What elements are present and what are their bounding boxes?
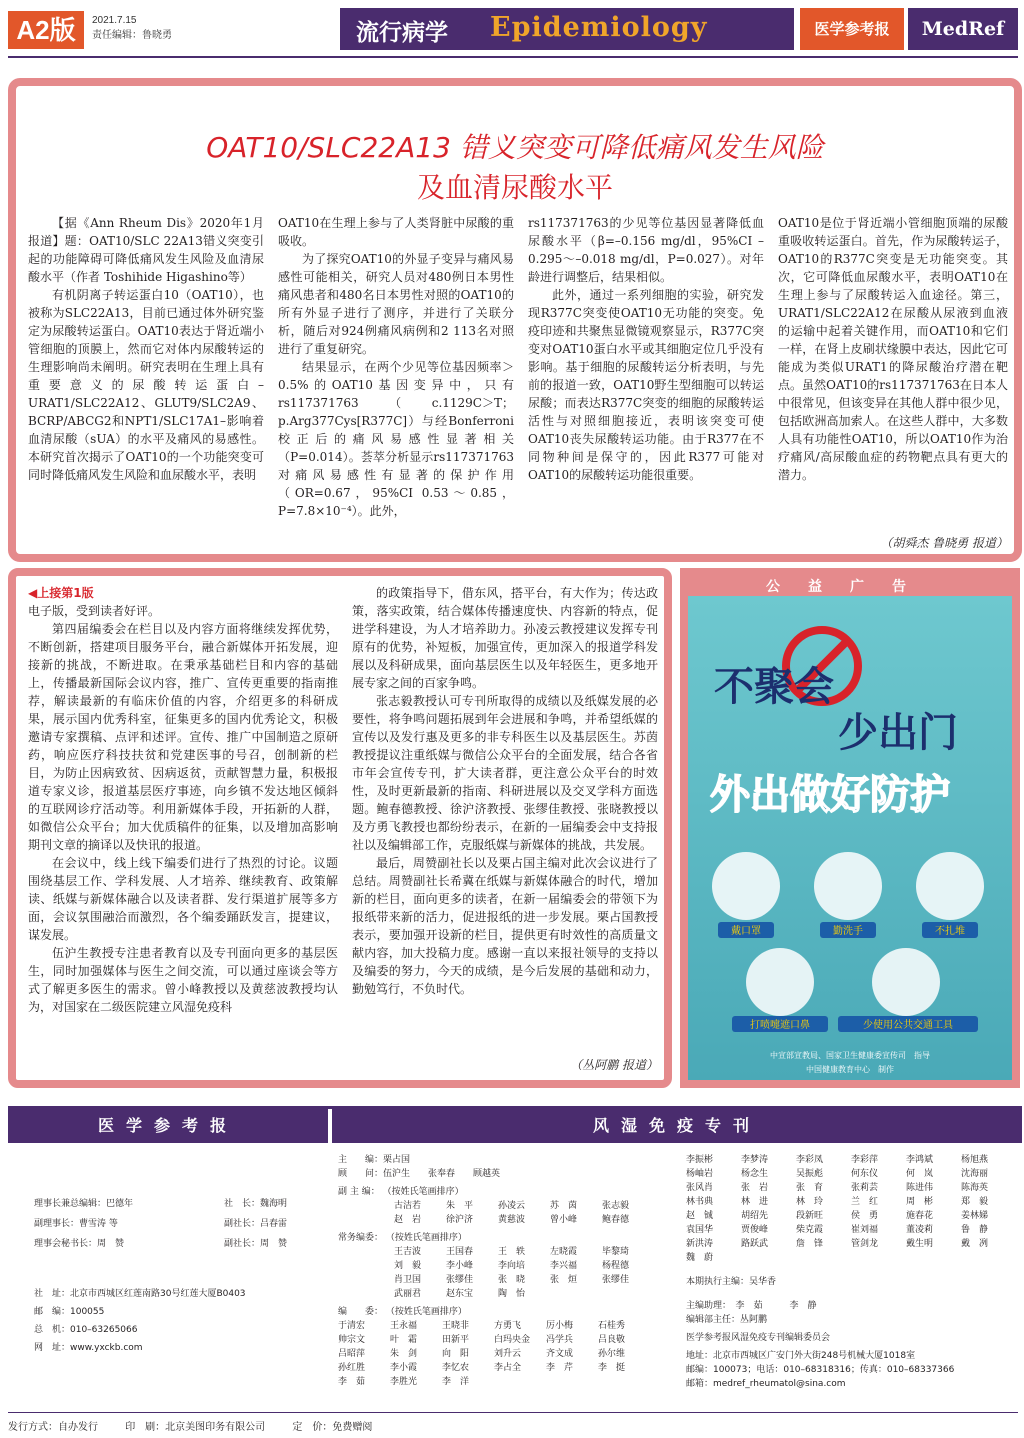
- page-footer: [8, 1418, 372, 1433]
- article-column-2: OAT10在生理上参与了人类肾脏中尿酸的重吸收。 为了探究OAT10的外显子变异与痛风易感性可能相关，研究人员对480例日本男性痛风患者和480名日本男性对照的OAT10的所有外显子进行了测序，并进行了关联分析，随后对924例痛风病例和2 113名对照进行了重复研究。 结果显示，在两个少见等位基因频率＞0.5%的OAT10基因变异中，只有rs117371763（c.1129C＞T；p.Arg377Cys[R377C]）与经Bonferroni校正后的痛风易感性显著相关（P=0.014）。荟萃分析显示rs117371763对痛风易感性有显著的保护作用（OR=0.67，95%CI 0.53～0.85，P=7.8×10⁻⁴）。此外，: [278, 216, 514, 518]
- no-crowd-icon: [916, 852, 984, 920]
- editor-name: 张 育: [796, 1183, 824, 1193]
- article-title: [16, 128, 1014, 208]
- responsible-editor: 责任编辑：鲁晓勇: [92, 30, 172, 41]
- deputy-note: （按姓氏笔画排序）: [382, 1187, 464, 1197]
- editor-name: 林 进: [741, 1197, 769, 1207]
- paper-name-cn: 医学参考报: [800, 8, 904, 50]
- article-title-line2: 及血清尿酸水平: [416, 171, 613, 204]
- deputy-editor-list: [338, 1199, 668, 1227]
- member-name: 白玛央金: [494, 1335, 531, 1345]
- editor-name: 柴克霞: [796, 1225, 824, 1235]
- psa-icon-row-1: [712, 852, 984, 938]
- editor-name: 李振彬: [686, 1155, 714, 1165]
- deputy-label: 副 主 编：: [338, 1187, 380, 1197]
- editor-name: 施春花: [906, 1211, 934, 1221]
- masthead-right-title: 风湿免疫专刊: [332, 1109, 1022, 1143]
- standing-editor-name: 王吉波: [394, 1247, 422, 1257]
- board-info: [34, 1197, 314, 1251]
- section-title-cn: 流行病学: [356, 20, 448, 46]
- member-name: 孙尔维: [598, 1349, 626, 1359]
- advisors: 顾 问：伍沪生 张奉春 顾越英: [338, 1169, 501, 1179]
- continued-byline: （丛阿鹏 报道）: [570, 1058, 658, 1072]
- price: 定 价：免费赠阅: [292, 1422, 373, 1433]
- editor-name: 陈海英: [961, 1183, 989, 1193]
- issue-date: 2021.7.15: [92, 15, 137, 26]
- member-name: 李 洋: [442, 1377, 470, 1387]
- page-number: A2版: [8, 11, 84, 49]
- member-name: 李小霞: [390, 1363, 418, 1373]
- editor-name: 戴生明: [906, 1239, 934, 1249]
- members-label: 编 委：: [338, 1307, 384, 1317]
- continuation-tag: ◀上接第1版: [28, 586, 94, 600]
- editor-name: 侯 勇: [851, 1211, 879, 1221]
- editor-name: 李彩凤: [796, 1155, 824, 1165]
- publisher-postcode: 邮 编：100055: [34, 1307, 105, 1317]
- editorial-board: [338, 1153, 668, 1389]
- deputy-editor-name: 朱 平: [446, 1201, 474, 1211]
- standing-note: （按姓氏笔画排序）: [385, 1233, 467, 1243]
- continued-column-2: 的政策指导下，借东风，搭平台，有大作为；传达政策，落实政策，结合媒体传播速度快、内容新的特点，促进学科建设，为人才培养助力。孙凌云教授建议发挥专刊原有的优势，补短板，加强宣传，更加深入的报道学科发展以及科研成果，面向基层医生以及年轻医生，更多地开展专家之间的百家争鸣。 张志毅教授认可专刊所取得的成绩以及纸媒发展的必要性，将争鸣问题拓展到年会进展和争鸣，并希望纸媒的宣传以及发行惠及更多的非专科医生以及基层医生。苏茵教授提议注重纸媒与微信公众平台的全面发展，结合各省市年会宣传专刊，扩大读者群，更注意公众平台的时效性，及时更新最新的指南、科研进展以及交叉学科方面选题。鲍春德教授、徐沪济教授、张缪佳教授、张晓教授以及方勇飞教授也都纷纷表示，在新的一届编委会中支持报社以及编辑部工作，克服纸媒与新媒体的挑战，共发展。 最后，周赞副社长以及栗占国主编对此次会议进行了总结。周赞副社长希冀在纸媒与新媒体融合的时代，增加新的栏目，面向更多的读者，在新一届编委会的带领下为报纸带来新的活力，促进报纸的进一步发展。栗占国教授表示，要加强开设新的栏目，提供更有时效性的高质量文献内容，加大投稿力度。感谢一直以来报社领导的支持以及编委的努力，今天的成绩，是今后发展的基础和动力，勤勉笃行，不负时代。: [352, 586, 658, 996]
- header-meta: [92, 13, 172, 43]
- member-name: 叶 霜: [390, 1335, 418, 1345]
- distribution-method: 发行方式：自办发行: [8, 1422, 98, 1433]
- publisher-website: 网 址：www.yxckb.com: [34, 1343, 143, 1353]
- editor-name: 张莉芸: [851, 1183, 879, 1193]
- standing-editor-name: 武丽君: [394, 1289, 422, 1299]
- masthead: [8, 1106, 1022, 1406]
- editor-name: 杨念生: [741, 1169, 769, 1179]
- vice-president-2: 副社长：周 赞: [224, 1239, 288, 1249]
- article-column-1: 【据《Ann Rheum Dis》2020年1月报道】题：OAT10/SLC 22A13错义突变引起的功能障碍可降低痛风发生风险及血清尿酸水平（作者 Toshihide Higashino等） 有机阴离子转运蛋白10（OAT10），也被称为SLC22A13，目前已通过体外研究鉴定为尿酸转运蛋白。OAT10表达于肾近端小管细胞的顶膜上，然而它对体内尿酸转运的生理影响尚未阐明。研究表明在生理上具有重要意义的尿酸转运蛋白–URAT1/SLC22A12、GLUT9/SLC2A9、BCRP/ABCG2和NPT1/SLC17A1–影响着血清尿酸（sUA）的水平及痛风的易感性。本研究首次揭示了OAT10的一个功能突变可同时降低痛风发生风险和血尿酸水平，表明: [28, 216, 264, 482]
- editorial-board-right: [686, 1153, 1016, 1391]
- psa-line2: 少出门: [838, 710, 958, 756]
- standing-editor-name: 李兴福: [550, 1261, 578, 1271]
- member-name: 刘升云: [494, 1349, 522, 1359]
- member-name: 田新平: [442, 1335, 470, 1345]
- continued-column-1: 电子版，受到读者好评。 第四届编委会在栏目以及内容方面将继续发挥优势，不断创新，搭建项目服务平台，融合新媒体开拓发展，迎接新的挑战，不断进取。在秉承基础栏目和内容的基础上，传播最新国际会议内容，推广、宣传更重要的指南推荐，解读最新的有临床价值的内容，介绍更多的科研成果，展示国内优秀科室，征集更多的国内优秀论文，积极邀请专家撰稿、点评和述评。宣传、推广中国制造之原研药，响应医疗科技扶贫和党建医事的号召，创制新的栏目，为防止因病致贫、因病返贫，贡献智慧力量，积极报道专家义诊，报道基层医疗事迹，向乡镇不发达地区倾斜的互联网诊疗活动等。利用新媒体手段，开拓新的人群，如微信公众平台；加大优质稿件的征集，以及增加高影响期刊文章的摘译以及快讯的报道。 在会议中，线上线下编委们进行了热烈的讨论。议题围绕基层工作、学科发展、人才培养、继续教育、政策解读、纸媒与新媒体融合以及读者群、发行渠道扩展等多方面，会议氛围融洽而激烈，各个编委踊跃发言，提建议，谋发展。 伍沪生教授专注患者教育以及专刊面向更多的基层医生，同时加强媒体与医生之间交流，可以通过座谈会等方式了解更多医生的需求。曾小峰教授以及黄慈波教授均认为，对国家在二级医院建立风湿免疫科: [28, 604, 338, 1014]
- psa-line3: 外出做好防护: [710, 772, 950, 818]
- psa-credit-1: 中宣部宣教局、国家卫生健康委宣传司 指导: [770, 1051, 930, 1060]
- editor-name: 兰 红: [851, 1197, 879, 1207]
- editor-name: 段新旺: [796, 1211, 824, 1221]
- editor-name: 新洪涛: [686, 1239, 714, 1249]
- article-column-4: OAT10是位于肾近端小管细胞顶端的尿酸重吸收转运蛋白。首先，作为尿酸转运子，OAT10的R377C突变是无功能突变。其次，它可降低血尿酸水平，表明OAT10在生理上参与了尿酸转运入血途径。第三，URAT1/SLC22A12在尿酸从尿液到血液的运输中起着关键作用，而OAT10和它们一样，在肾上皮刷状缘膜中表达，因此它可能成为类似URAT1的降尿酸治疗潜在靶点。虽然OAT10的rs117371763在日本人中很常见，但该变异在其他人群中很少见，包括欧洲高加索人。在这些人群中，大多数人具有功能性OAT10，所以OAT10作为治疗痛风/高尿酸血症的药物靶点具有更大的潜力。: [778, 216, 1008, 482]
- board-secretary: 理事会秘书长：周 赞: [34, 1239, 125, 1249]
- member-name: 王晓非: [442, 1321, 470, 1331]
- journal-email: 邮箱：medref_rheumatol@sina.com: [686, 1379, 846, 1389]
- editor-name: 林 玲: [796, 1197, 824, 1207]
- standing-editor-name: 李小峰: [446, 1261, 474, 1271]
- editor-name: 戴 冽: [961, 1239, 989, 1249]
- standing-editor-list: [338, 1245, 668, 1301]
- member-name: 吕良敬: [598, 1335, 626, 1345]
- editor-name: 何东仪: [851, 1169, 879, 1179]
- page-header: [0, 0, 1024, 60]
- editor-name: 杨岫岩: [686, 1169, 714, 1179]
- publisher-phone: 总 机：010–63265066: [34, 1325, 138, 1335]
- deputy-editor-name: 黄慈波: [498, 1215, 526, 1225]
- standing-editor-name: 陶 怡: [498, 1289, 526, 1299]
- section-banner: [340, 8, 794, 50]
- member-name: 方勇飞: [494, 1321, 522, 1331]
- editor-name: 周 彬: [906, 1197, 934, 1207]
- editor-name: 董凌莉: [906, 1225, 934, 1235]
- bicycle-icon: [872, 948, 940, 1016]
- member-name: 李 挺: [598, 1363, 626, 1373]
- article-title-line1: OAT10/SLC22A13 错义突变可降低痛风发生风险: [206, 131, 824, 164]
- member-name: 帅宗文: [338, 1335, 366, 1345]
- editor-name: 魏 蔚: [686, 1253, 714, 1263]
- journal-address: 地址：北京市西城区广安门外大街248号机械大厦1018室: [686, 1351, 916, 1361]
- member-name: 孙红胜: [338, 1363, 366, 1373]
- psa-icon-row-2: [732, 948, 978, 1032]
- standing-editor-name: 张 晓: [498, 1275, 526, 1285]
- editor-name: 贾俊峰: [741, 1225, 769, 1235]
- vice-chair: 副理事长：曹雪涛 等: [34, 1219, 118, 1229]
- psa-poster: [688, 596, 1012, 1080]
- vice-president-1: 副社长：吕春雷: [224, 1219, 288, 1229]
- editor-name: 崔刘福: [851, 1225, 879, 1235]
- deputy-editor-name: 赵 岩: [394, 1215, 422, 1225]
- standing-editor-name: 王国春: [446, 1247, 474, 1257]
- standing-editor-name: 左晓霞: [550, 1247, 578, 1257]
- footer-divider: [8, 1412, 1018, 1413]
- header-divider: [8, 56, 1018, 58]
- editor-name: 李鸿斌: [906, 1155, 934, 1165]
- deputy-editor-name: 孙凌云: [498, 1201, 526, 1211]
- psa-icon-label-1: 戴口罩: [731, 926, 761, 937]
- editor-name: 管剑龙: [851, 1239, 879, 1249]
- article-column-3: rs117371763的少见等位基因显著降低血尿酸水平（β=–0.156 mg/dl，95%CI –0.295～–0.018 mg/dl，P=0.027）。对年龄进行调整后，结果相似。 此外，通过一系列细胞的实验，研究发现R377C突变使OAT10无功能的突变。免疫印迹和共聚焦显微镜观察显示，R377C突变对OAT10蛋白水平或其细胞定位几乎没有影响。基于细胞的尿酸转运分析表明，与先前的报道一致，OAT10野生型细胞可以转运尿酸；而表达R377C突变的细胞的尿酸转运活性与对照细胞接近，表明该突变可使OAT10丧失尿酸转运功能。由于R377在不同物种间是保守的，因此R377可能对OAT10的尿酸转运功能很重要。: [528, 216, 764, 482]
- deputy-editor-name: 曾小峰: [550, 1215, 578, 1225]
- editor-name: 郑 毅: [961, 1197, 989, 1207]
- editor-name: 鲁 静: [961, 1225, 989, 1235]
- sneeze-icon: [746, 948, 814, 1016]
- president: 社 长：魏海明: [224, 1199, 288, 1209]
- member-name: 吕昭萍: [338, 1349, 366, 1359]
- psa-icon-label-4: 打喷嚏遮口鼻: [750, 1020, 810, 1031]
- member-name: 李忆农: [442, 1363, 470, 1373]
- deputy-editor-name: 徐沪济: [446, 1215, 474, 1225]
- member-name: 冯学兵: [546, 1335, 574, 1345]
- standing-editor-name: 王 轶: [498, 1247, 526, 1257]
- paper-name-en: MedRef: [908, 8, 1018, 50]
- editor-name: 袁国华: [686, 1225, 714, 1235]
- member-name: 李 茹: [338, 1377, 366, 1387]
- standing-editor-name: 张 烜: [550, 1275, 578, 1285]
- editor-name: 赵 铖: [686, 1211, 714, 1221]
- psa-graphic: [688, 596, 1012, 1080]
- section-title-en: Epidemiology: [490, 12, 708, 43]
- deputy-editor-name: 苏 茵: [550, 1201, 578, 1211]
- member-name: 厉小梅: [546, 1321, 574, 1331]
- psa-title: 公益广告: [766, 579, 934, 595]
- editor-name: 李梦涛: [741, 1155, 769, 1165]
- member-name: 李 芹: [546, 1363, 574, 1373]
- mask-icon: [712, 852, 780, 920]
- member-name: 齐文成: [546, 1349, 574, 1359]
- psa-panel: [680, 568, 1020, 1088]
- masthead-left-title: 医学参考报: [8, 1109, 328, 1143]
- publisher-contact: [34, 1287, 324, 1355]
- publisher-address: 社 址：北京市西城区红莲南路30号红莲大厦B0403: [34, 1289, 246, 1299]
- editor-name: 姜林娣: [961, 1211, 989, 1221]
- editor-name: 詹 锋: [796, 1239, 824, 1249]
- assistant-editors: 主编助理： 李 茹 李 静: [686, 1301, 817, 1311]
- board-chair: 理事长兼总编辑：巴德年: [34, 1199, 134, 1209]
- standing-editor-name: 杨程德: [602, 1261, 630, 1271]
- standing-editor-name: 张缪佳: [602, 1275, 630, 1285]
- editor-name: 李彩萍: [851, 1155, 879, 1165]
- member-name: 于清宏: [338, 1321, 366, 1331]
- member-name: 朱 剑: [390, 1349, 418, 1359]
- standing-label: 常务编委：: [338, 1233, 384, 1243]
- committee-name: 医学参考报风湿免疫专刊编辑委员会: [686, 1333, 831, 1343]
- member-name: 李胜光: [390, 1377, 418, 1387]
- chief-editor: 主 编：栗占国: [338, 1155, 411, 1165]
- deputy-editor-name: 张志毅: [602, 1201, 630, 1211]
- editor-name: 张 岩: [741, 1183, 769, 1193]
- journal-contact: 邮编：100073；电话：010–68318316；传真：010–68337366: [686, 1365, 955, 1375]
- member-name: 石桂秀: [598, 1321, 626, 1331]
- editor-name: 胡绍先: [741, 1211, 769, 1221]
- member-name: 王永福: [390, 1321, 418, 1331]
- continued-article: [8, 568, 672, 1088]
- psa-icon-label-5: 少使用公共交通工具: [863, 1020, 953, 1031]
- editor-name: 陈进伟: [906, 1183, 934, 1193]
- printer: 印 刷：北京美图印务有限公司: [125, 1422, 266, 1433]
- editor-name: 吴振彪: [796, 1169, 824, 1179]
- standing-editor-name: 赵东宝: [446, 1289, 474, 1299]
- standing-editor-name: 肖卫国: [394, 1275, 422, 1285]
- editor-name: 林书典: [686, 1197, 714, 1207]
- editor-name: 杨旭燕: [961, 1155, 989, 1165]
- editor-name-grid: [686, 1153, 1016, 1265]
- deputy-editor-name: 古洁若: [394, 1201, 422, 1211]
- standing-editor-name: 刘 毅: [394, 1261, 422, 1271]
- psa-credit-2: 中国健康教育中心 制作: [806, 1065, 894, 1074]
- editor-name: 沈海丽: [961, 1169, 989, 1179]
- psa-icon-label-2: 勤洗手: [833, 926, 863, 937]
- editor-name: 张风肖: [686, 1183, 714, 1193]
- members-note: （按姓氏笔画排序）: [385, 1307, 467, 1317]
- feature-article: [8, 78, 1022, 562]
- handwash-icon: [814, 852, 882, 920]
- standing-editor-name: 李向培: [498, 1261, 526, 1271]
- department-head: 编辑部主任：丛阿鹏: [686, 1315, 768, 1325]
- standing-editor-name: 毕黎琦: [602, 1247, 630, 1257]
- editor-name: 何 岚: [906, 1169, 934, 1179]
- editor-name: 路跃武: [741, 1239, 769, 1249]
- standing-editor-name: 张缪佳: [446, 1275, 474, 1285]
- executive-editor: 本期执行主编：吴华香: [686, 1277, 777, 1287]
- deputy-editor-name: 鲍春德: [602, 1215, 630, 1225]
- psa-icon-label-3: 不扎堆: [935, 926, 965, 937]
- psa-line1: 不聚会: [714, 664, 834, 710]
- member-name: 李占全: [494, 1363, 522, 1373]
- member-list: [338, 1319, 668, 1389]
- article-byline: （胡舜杰 鲁晓勇 报道）: [880, 536, 1008, 550]
- member-name: 向 阳: [442, 1349, 470, 1359]
